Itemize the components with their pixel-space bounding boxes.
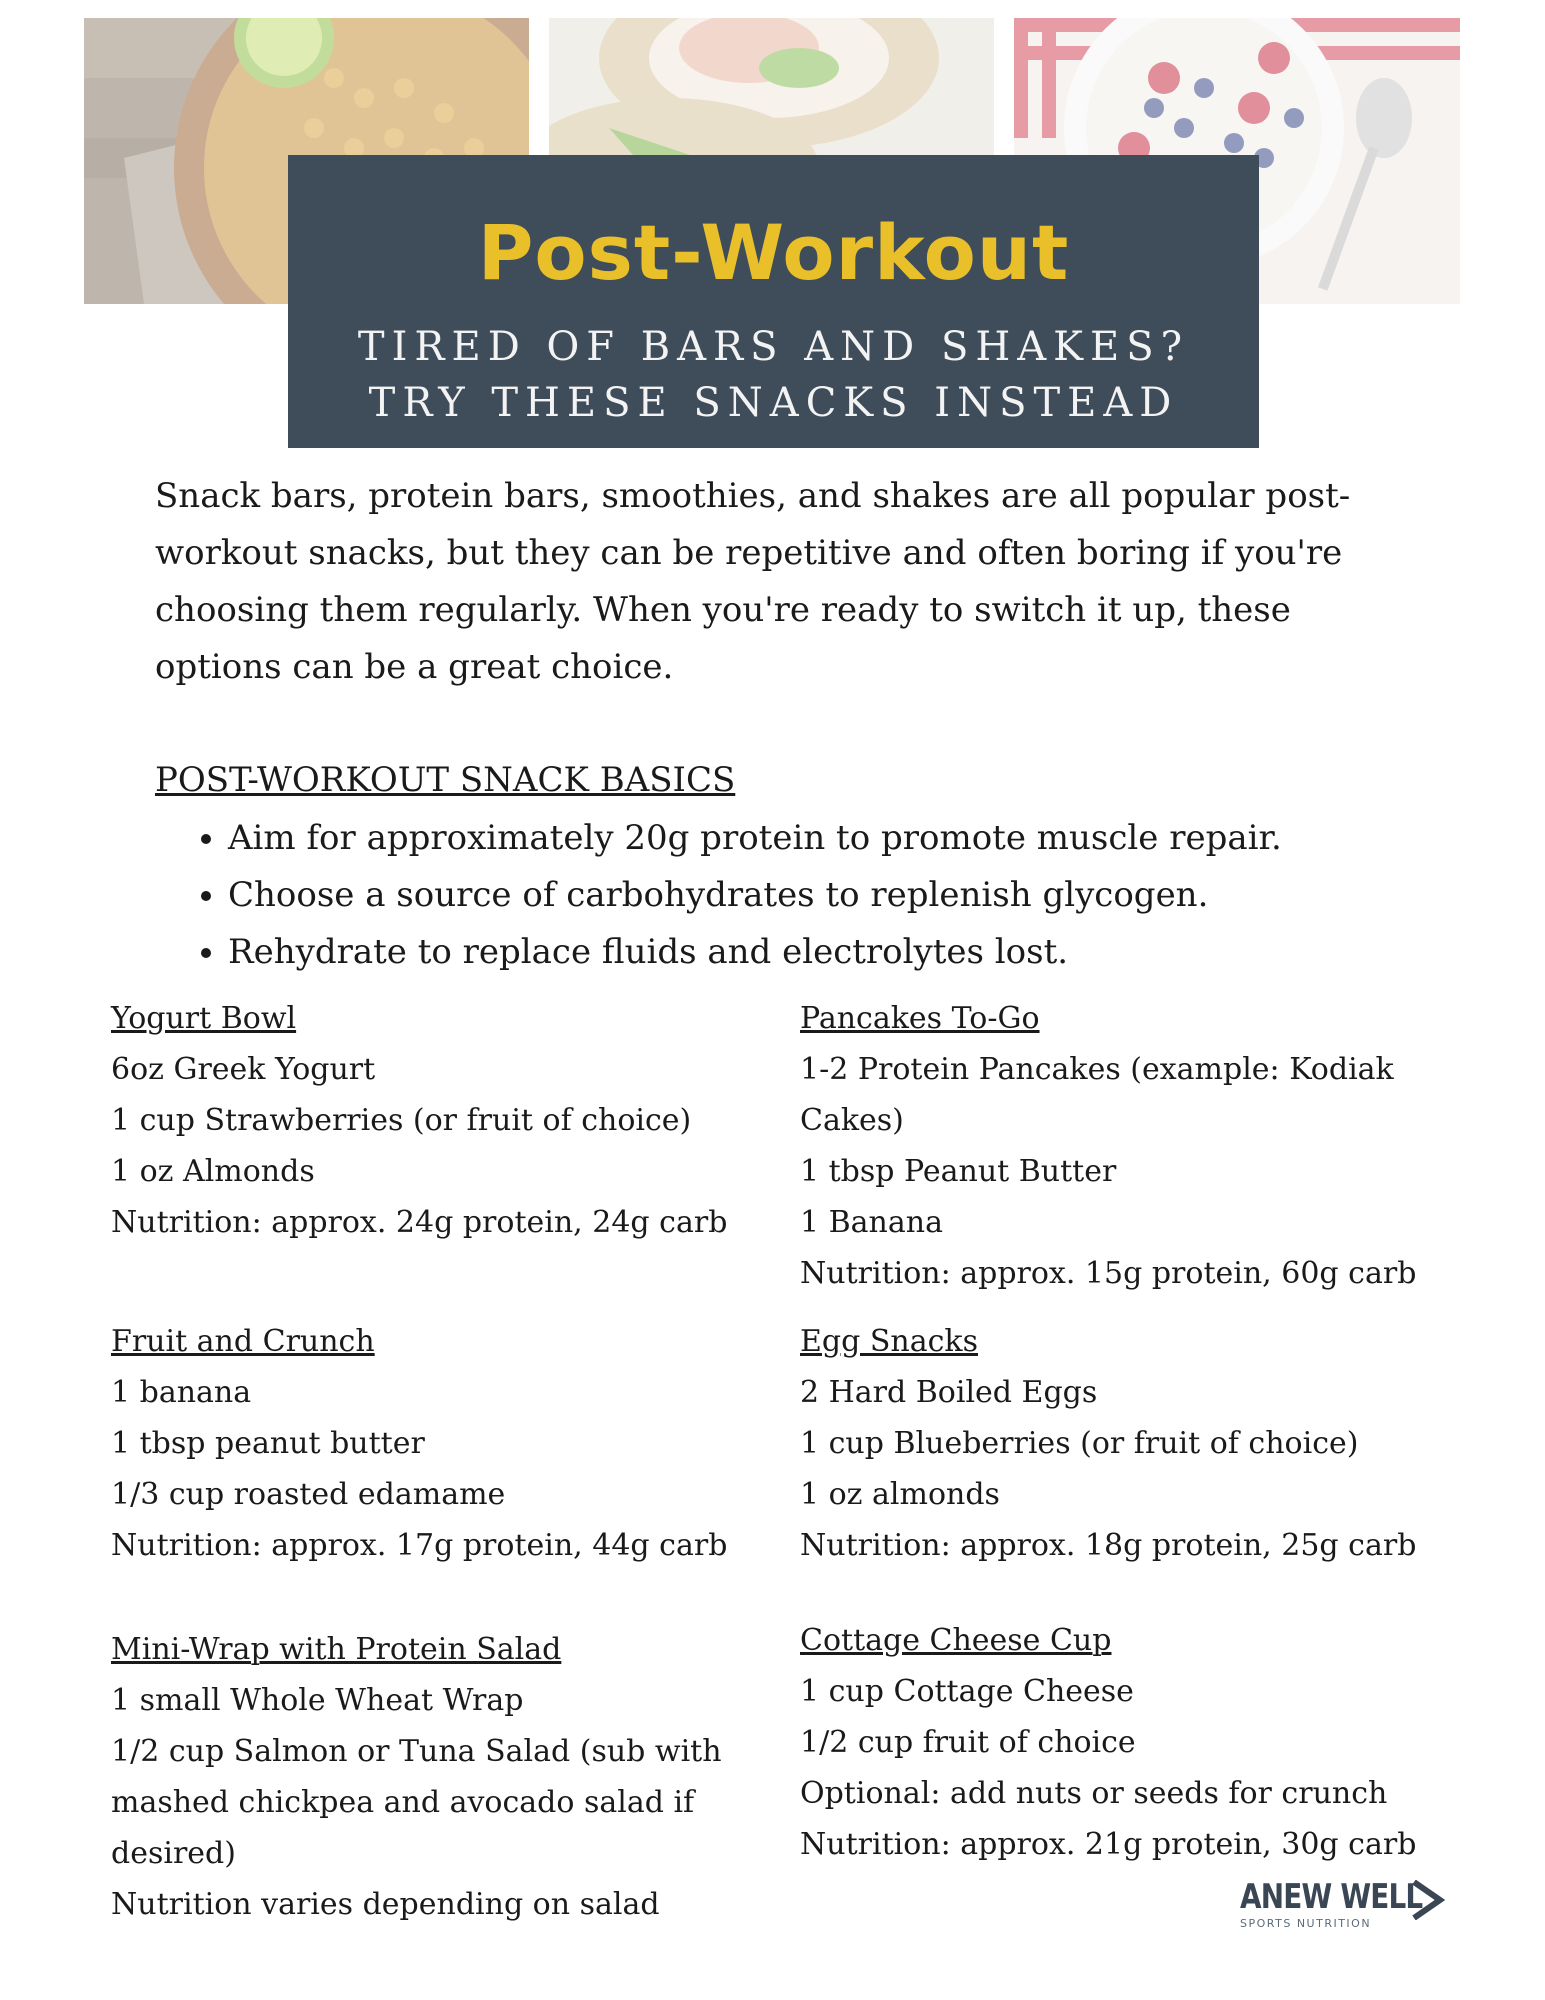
recipe-nutrition: Nutrition: approx. 24g protein, 24g carb xyxy=(111,1205,728,1240)
recipe-line: 1/2 cup Salmon or Tuna Salad (sub with mashed chickpea and avocado salad if desired) xyxy=(111,1734,722,1871)
recipe-nutrition: Nutrition: approx. 21g protein, 30g carb xyxy=(800,1827,1417,1862)
recipe-mini-wrap xyxy=(111,1624,731,1930)
recipe-title: Cottage Cheese Cup xyxy=(800,1623,1112,1658)
title-banner xyxy=(288,155,1259,448)
basics-item: • Choose a source of carbohydrates to replenish glycogen. xyxy=(228,867,1282,924)
recipe-yogurt-bowl xyxy=(111,993,751,1248)
recipe-nutrition: Nutrition: approx. 17g protein, 44g carb xyxy=(111,1528,728,1563)
recipe-line: Optional: add nuts or seeds for crunch xyxy=(800,1776,1388,1811)
recipe-nutrition: Nutrition: approx. 15g protein, 60g carb xyxy=(800,1256,1417,1291)
page-subtitle: TIRED OF BARS AND SHAKES? TRY THESE SNACKS INSTEAD xyxy=(357,324,1190,426)
recipe-title: Mini-Wrap with Protein Salad xyxy=(111,1632,562,1667)
recipe-title: Egg Snacks xyxy=(800,1324,978,1359)
intro-paragraph: Snack bars, protein bars, smoothies, and shakes are all popular post-workout snacks, but they can be repetitive and often boring if you're choosing them regularly. When you're ready to switch it up, these options can be a great choice. xyxy=(155,476,1351,687)
recipe-line: 1 Banana xyxy=(800,1205,943,1240)
recipe-title: Fruit and Crunch xyxy=(111,1324,375,1359)
page-title: Post-Workout xyxy=(477,208,1070,297)
basics-item: • Rehydrate to replace fluids and electrolytes lost. xyxy=(228,924,1282,981)
recipe-title: Yogurt Bowl xyxy=(111,1001,297,1036)
recipe-pancakes-to-go xyxy=(800,993,1420,1299)
recipe-line: 1 cup Blueberries (or fruit of choice) xyxy=(800,1426,1359,1461)
recipe-line: 1 tbsp peanut butter xyxy=(111,1426,425,1461)
chevron-right-icon xyxy=(1410,1880,1446,1920)
recipe-nutrition: Nutrition varies depending on salad xyxy=(111,1887,660,1922)
recipe-line: 1 cup Strawberries (or fruit of choice) xyxy=(111,1103,692,1138)
recipe-title: Pancakes To-Go xyxy=(800,1001,1040,1036)
recipe-nutrition: Nutrition: approx. 18g protein, 25g carb xyxy=(800,1528,1417,1563)
recipe-line: 1 oz Almonds xyxy=(111,1154,315,1189)
recipe-line: 1-2 Protein Pancakes (example: Kodiak Cakes) xyxy=(800,1052,1394,1138)
basics-heading: POST-WORKOUT SNACK BASICS xyxy=(155,760,736,800)
recipe-line: 1 cup Cottage Cheese xyxy=(800,1674,1134,1709)
brand-name: ANEW WELL xyxy=(1240,1877,1423,1917)
recipe-line: 1 oz almonds xyxy=(800,1477,1000,1512)
brand-logo xyxy=(1240,1877,1450,1936)
recipe-line: 1/3 cup roasted edamame xyxy=(111,1477,506,1512)
recipe-line: 1 small Whole Wheat Wrap xyxy=(111,1683,524,1718)
recipe-cottage-cheese-cup xyxy=(800,1615,1440,1870)
basics-item: • Aim for approximately 20g protein to promote muscle repair. xyxy=(228,810,1282,867)
recipe-line: 1 banana xyxy=(111,1375,252,1410)
recipe-line: 1 tbsp Peanut Butter xyxy=(800,1154,1117,1189)
recipe-fruit-and-crunch xyxy=(111,1316,751,1571)
brand-tagline: SPORTS NUTRITION xyxy=(1240,1917,1372,1930)
basics-list xyxy=(190,810,1282,981)
recipe-line: 6oz Greek Yogurt xyxy=(111,1052,376,1087)
recipe-line: 1/2 cup fruit of choice xyxy=(800,1725,1136,1760)
recipe-egg-snacks xyxy=(800,1316,1440,1571)
recipe-line: 2 Hard Boiled Eggs xyxy=(800,1375,1098,1410)
